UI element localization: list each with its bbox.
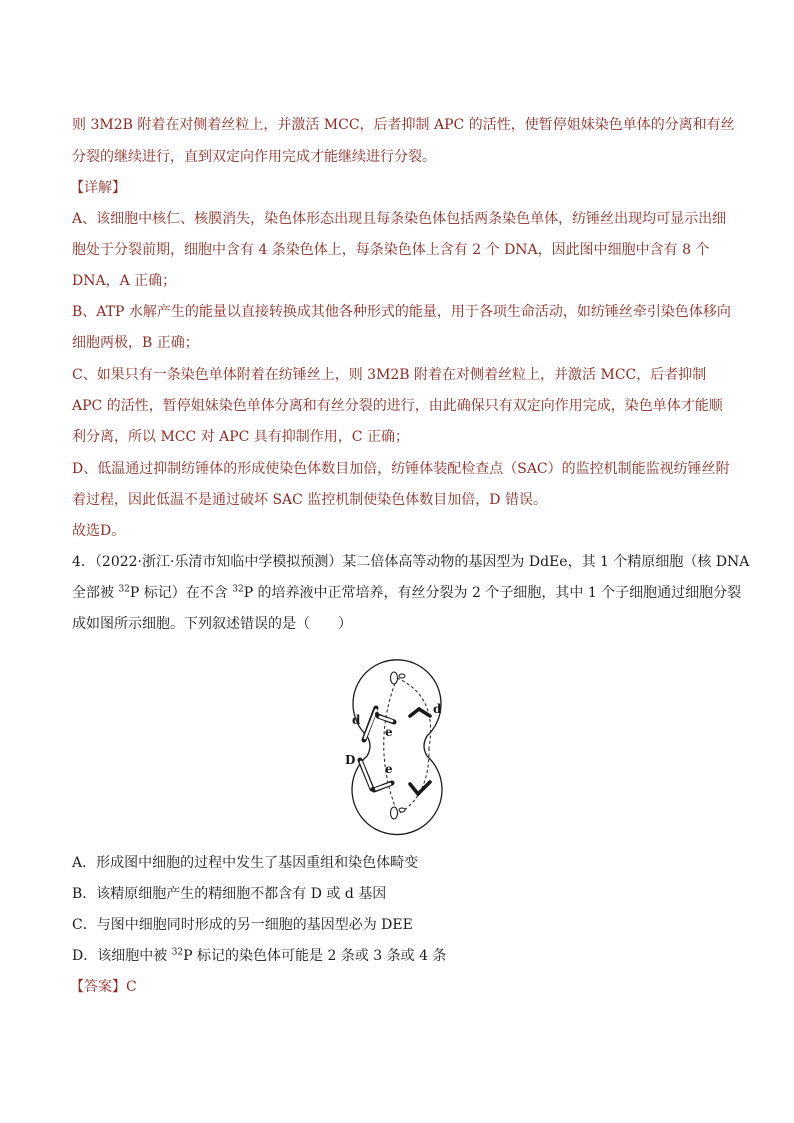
superscript: 32 — [171, 947, 184, 958]
centriole-top — [391, 672, 398, 684]
answer-value: C — [126, 979, 137, 995]
detail-line: C、如果只有一条染色单体附着在纺锤丝上，则 3M2B 附着在对侧着丝粒上，并激活 MCC，后者抑制 — [72, 367, 707, 383]
centriole-top — [399, 674, 405, 678]
continuation-line-1: 则 3M2B 附着在对侧着丝粒上，并激活 MCC，后者抑制 APC 的活性，使暂停姐妹染色单体的分离和有丝 — [72, 117, 735, 133]
question-stem-line-3: 成如图所示细胞。下列叙述错误的是（ ） — [72, 616, 352, 632]
centriole-bottom — [391, 807, 398, 819]
detail-line: 细胞两极，B 正确； — [72, 335, 199, 351]
detail-line: A、该细胞中核仁、核膜消失，染色体形态出现且每条染色体包括两条染色单体，纺锤丝出现均可显示出细 — [72, 211, 727, 227]
detail-line: D、低温通过抑制纺锤体的形成使染色体数目加倍，纺锤体装配检查点（SAC）的监控机制能监视纺锤丝附 — [72, 461, 730, 477]
detail-line: 着过程，因此低温不是通过破坏 SAC 监控机制使染色体数目加倍，D 错误。 — [72, 492, 547, 508]
detail-line: 胞处于分裂前期，细胞中含有 4 条染色体上，每条染色体上含有 2 个 DNA，因此图中细胞中含有 8 个 — [72, 242, 710, 258]
question-stem-line-1: 4．（2022·浙江·乐清市知临中学模拟预测）某二倍体高等动物的基因型为 DdEe，其 1 个精原细胞（核 DNA — [72, 554, 750, 570]
stem-text: 全部被 — [72, 585, 119, 601]
option-a: A．形成图中细胞的过程中发生了基因重组和染色体畸变 — [72, 855, 419, 871]
stem-text: P 的培养液中正常培养，有丝分裂为 2 个子细胞，其中 1 个子细胞通过细胞分裂 — [243, 585, 742, 601]
detail-line: DNA，A 正确； — [72, 273, 177, 289]
cell-diagram — [334, 656, 460, 838]
gene-label-e: e — [385, 762, 393, 776]
detail-line: APC 的活性，暂停姐妹染色单体分离和有丝分裂的进行，由此确保只有双定向作用完成，染色单体才能顺 — [72, 398, 723, 414]
option-text: D．该细胞中被 — [72, 948, 172, 964]
chromosome-lower-right — [410, 782, 430, 794]
spindle-fiber — [398, 748, 429, 814]
superscript: 32 — [232, 584, 244, 595]
cell-division-figure — [334, 656, 460, 838]
spindle-fiber — [384, 678, 398, 814]
option-b: B．该精原细胞产生的精细胞不都含有 D 或 d 基因 — [72, 886, 387, 902]
question-stem-line-2 — [72, 583, 741, 603]
detail-heading: 【详解】 — [70, 180, 126, 196]
option-c: C．与图中细胞同时形成的另一细胞的基因型必为 DEE — [72, 917, 413, 933]
detail-line: 利分离，所以 MCC 对 APC 具有抑制作用，C 正确； — [72, 429, 409, 445]
cell-membrane — [352, 660, 442, 835]
stem-text: P 标记）在不含 — [129, 585, 233, 601]
chromosome-upper-right — [410, 709, 430, 716]
superscript: 32 — [118, 584, 130, 595]
detail-line: 故选D。 — [72, 523, 126, 539]
detail-line: B、ATP 水解产生的能量以直接转换成其他各种形式的能量，用于各项生命活动，如纺锤丝牵引染色体移向 — [72, 304, 731, 320]
option-d — [72, 946, 446, 966]
gene-label-e: e — [385, 725, 393, 739]
answer-label: 【答案】 — [70, 979, 126, 995]
option-text: P 标记的染色体可能是 2 条或 3 条或 4 条 — [183, 948, 447, 964]
gene-label-d: d — [352, 713, 361, 727]
gene-label-d: d — [433, 702, 442, 716]
centriole-bottom — [399, 808, 405, 812]
answer-line — [70, 977, 137, 997]
continuation-line-2: 分裂的继续进行，直到双定向作用完成才能继续进行分裂。 — [72, 149, 436, 165]
gene-label-D: D — [345, 753, 356, 767]
